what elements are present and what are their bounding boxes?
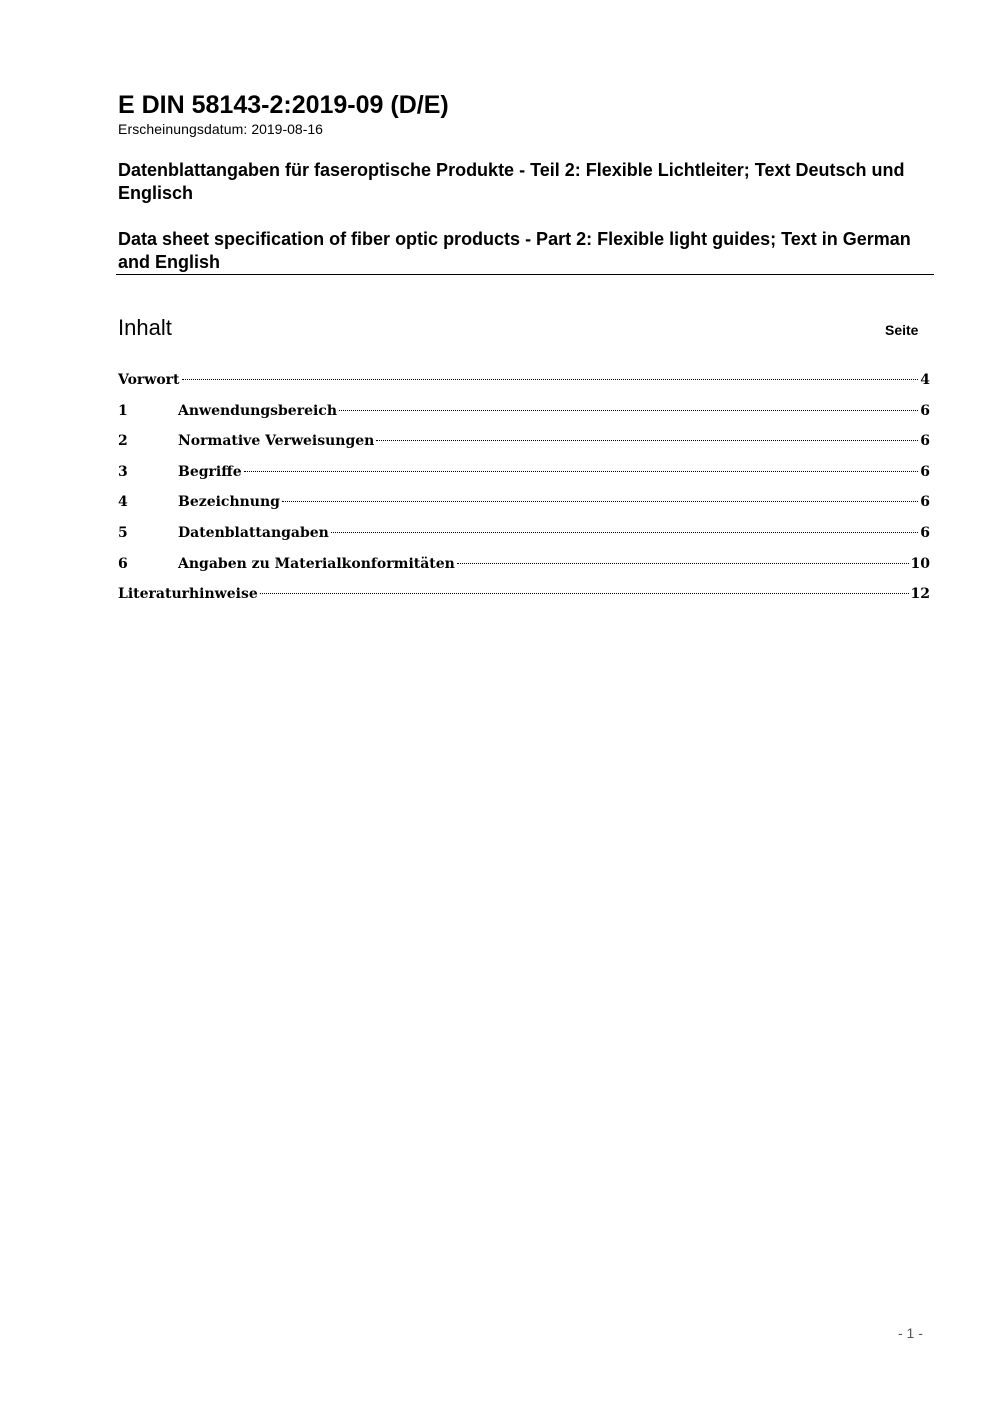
toc-entry-begriffe[interactable] (118, 462, 930, 493)
page-number: - 1 - (898, 1325, 923, 1341)
toc-entry-materialkonformitaeten[interactable] (118, 554, 930, 585)
publication-date (118, 121, 323, 138)
toc-entry-label: Anwendungsbereich (178, 402, 337, 419)
toc-entry-page: 6 (920, 494, 930, 511)
toc-entry-datenblattangaben[interactable] (118, 523, 930, 554)
publication-date-value: 2019-08-16 (251, 121, 323, 137)
toc-entry-vorwort[interactable] (118, 370, 930, 401)
toc-entry-page: 6 (920, 433, 930, 450)
toc-entry-number: 4 (118, 494, 128, 511)
toc-dot-leader (376, 440, 918, 441)
toc-entry-page: 6 (920, 463, 930, 480)
toc-entry-literaturhinweise[interactable] (118, 584, 930, 615)
title-english: Data sheet specification of fiber optic products - Part 2: Flexible light guides; Text in German and English (118, 229, 911, 272)
toc-entry-bezeichnung[interactable] (118, 492, 930, 523)
title-german: Datenblattangaben für faseroptische Produkte - Teil 2: Flexible Lichtleiter; Text Deutsch und Englisch (118, 160, 905, 203)
toc-dot-leader (331, 532, 918, 533)
toc-entry-normative-verweisungen[interactable] (118, 431, 930, 462)
toc-heading: Inhalt (118, 315, 172, 340)
toc-entry-label: Angaben zu Materialkonformitäten (178, 555, 455, 572)
toc-entry-number: 6 (118, 555, 128, 572)
toc-dot-leader (457, 563, 909, 564)
toc-dot-leader (282, 501, 918, 502)
toc-entry-page: 12 (910, 586, 930, 603)
toc-dot-leader (244, 471, 919, 472)
document-number: E DIN 58143-2:2019-09 (D/E) (118, 91, 449, 119)
toc-entry-number: 3 (118, 463, 128, 480)
toc-entry-number: 2 (118, 433, 128, 450)
toc-entry-label: Bezeichnung (178, 494, 280, 511)
header-divider (116, 274, 934, 275)
toc-entry-label: Vorwort (118, 372, 180, 388)
toc-dot-leader (182, 379, 919, 380)
toc-page-column-label: Seite (885, 322, 919, 338)
toc-entry-page: 4 (920, 372, 930, 388)
toc-entry-page: 10 (910, 555, 930, 572)
toc-entry-number: 1 (118, 402, 128, 419)
toc-dot-leader (339, 410, 918, 411)
table-of-contents (118, 370, 930, 615)
toc-entry-label: Begriffe (178, 463, 242, 480)
toc-entry-page: 6 (920, 524, 930, 541)
toc-entry-number: 5 (118, 524, 128, 541)
toc-dot-leader (260, 593, 909, 594)
toc-entry-label: Datenblattangaben (178, 524, 329, 541)
toc-entry-page: 6 (920, 402, 930, 419)
toc-entry-label: Normative Verweisungen (178, 433, 375, 450)
toc-entry-anwendungsbereich[interactable] (118, 401, 930, 432)
toc-entry-label: Literaturhinweise (118, 586, 258, 603)
publication-date-label: Erscheinungsdatum: (118, 121, 248, 137)
